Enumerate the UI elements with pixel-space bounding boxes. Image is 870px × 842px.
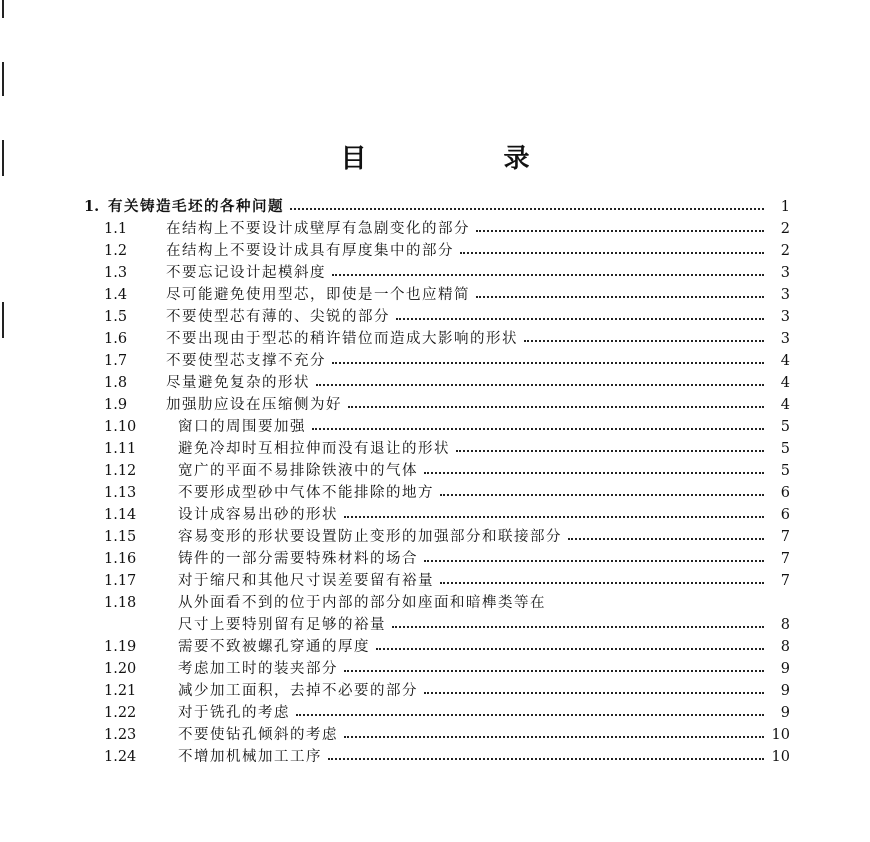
toc-number: 1.1	[104, 221, 128, 237]
toc-leader-dots	[568, 538, 764, 540]
toc-entry[interactable]	[0, 306, 870, 328]
toc-title: 需要不致被螺孔穿通的厚度	[178, 639, 370, 655]
scan-edge-mark	[2, 62, 4, 96]
toc-line	[178, 460, 790, 482]
toc-entry[interactable]	[0, 702, 870, 724]
toc-page-number: 2	[780, 243, 790, 259]
toc-line	[166, 394, 790, 416]
toc-line	[178, 746, 790, 768]
toc-line	[166, 306, 790, 328]
toc-number: 1.18	[104, 595, 137, 611]
toc-page-number: 9	[780, 705, 790, 721]
toc-page-number: 3	[780, 265, 790, 281]
toc-title: 加强肋应设在压缩侧为好	[166, 397, 342, 413]
toc-page-number: 9	[780, 661, 790, 677]
toc-entry[interactable]	[0, 328, 870, 350]
toc-entry[interactable]	[0, 460, 870, 482]
toc-number: 1.8	[104, 375, 128, 391]
toc-title: 避免冷却时互相拉伸而没有退让的形状	[178, 441, 450, 457]
toc-line	[178, 680, 790, 702]
toc-title: 不要使型芯支撑不充分	[166, 353, 326, 369]
toc-entry[interactable]	[0, 592, 870, 614]
toc-entry[interactable]	[0, 746, 870, 768]
toc-page-number: 8	[780, 617, 790, 633]
toc-number: 1.10	[104, 419, 137, 435]
toc-line	[108, 196, 790, 218]
toc-number: 1.6	[104, 331, 128, 347]
toc-page-number: 3	[780, 287, 790, 303]
toc-leader-dots	[424, 472, 764, 474]
toc-leader-dots	[290, 208, 764, 210]
toc-leader-dots	[456, 450, 764, 452]
toc-page-number: 4	[780, 397, 790, 413]
toc-number: 1.12	[104, 463, 137, 479]
toc-number: 1.4	[104, 287, 128, 303]
toc-title: 不要使型芯有薄的、尖锐的部分	[166, 309, 390, 325]
scan-edge-mark	[2, 0, 4, 18]
toc-leader-dots	[392, 626, 764, 628]
toc-page-number: 10	[771, 727, 790, 743]
toc-leader-dots	[328, 758, 764, 760]
toc-entry[interactable]	[0, 724, 870, 746]
toc-number: 1.22	[104, 705, 137, 721]
toc-line	[178, 592, 790, 614]
toc-entry[interactable]	[0, 350, 870, 372]
toc-entry[interactable]	[0, 394, 870, 416]
toc-title: 有关铸造毛坯的各种问题	[108, 198, 284, 215]
toc-entry[interactable]	[0, 614, 870, 636]
toc-number: 1.14	[104, 507, 137, 523]
toc-page-number: 7	[780, 551, 790, 567]
toc-number: 1.16	[104, 551, 137, 567]
toc-title: 容易变形的形状要设置防止变形的加强部分和联接部分	[178, 529, 562, 545]
toc-entry[interactable]	[0, 570, 870, 592]
toc-entry[interactable]	[0, 438, 870, 460]
toc-number: 1.13	[104, 485, 137, 501]
toc-line	[178, 438, 790, 460]
toc-title: 不要忘记设计起模斜度	[166, 265, 326, 281]
toc-title: 宽广的平面不易排除铁液中的气体	[178, 463, 418, 479]
toc-line	[178, 702, 790, 724]
toc-entry[interactable]	[0, 504, 870, 526]
toc-page-number: 1	[780, 199, 790, 215]
toc-number: 1.7	[104, 353, 128, 369]
toc-page-number: 5	[780, 441, 790, 457]
toc-page-number: 5	[780, 463, 790, 479]
toc-leader-dots	[376, 648, 764, 650]
toc-leader-dots	[476, 296, 764, 298]
toc-leader-dots	[524, 340, 764, 342]
toc-leader-dots	[440, 582, 764, 584]
toc-line	[178, 504, 790, 526]
toc-page-number: 10	[771, 749, 790, 765]
toc-leader-dots	[460, 252, 764, 254]
toc-title: 窗口的周围要加强	[178, 419, 306, 435]
toc-number: 1.24	[104, 749, 137, 765]
toc-page-number: 2	[780, 221, 790, 237]
toc-leader-dots	[332, 362, 764, 364]
toc-chapter[interactable]	[0, 196, 870, 218]
toc-entry[interactable]	[0, 548, 870, 570]
toc-number: 1.15	[104, 529, 137, 545]
toc-page-number: 4	[780, 353, 790, 369]
toc-title: 对于缩尺和其他尺寸误差要留有裕量	[178, 573, 434, 589]
toc-entry[interactable]	[0, 372, 870, 394]
toc-page-number: 3	[780, 331, 790, 347]
toc-leader-dots	[344, 516, 764, 518]
toc-title: 设计成容易出砂的形状	[178, 507, 338, 523]
toc-entry[interactable]	[0, 262, 870, 284]
toc-number: 1.21	[104, 683, 137, 699]
toc-entry[interactable]	[0, 416, 870, 438]
toc-line	[166, 262, 790, 284]
toc-number: 1.19	[104, 639, 137, 655]
page-title: 目 录	[340, 144, 594, 174]
toc-entry[interactable]	[0, 482, 870, 504]
toc-entry[interactable]	[0, 680, 870, 702]
toc-leader-dots	[440, 494, 764, 496]
toc-line	[166, 240, 790, 262]
toc-title: 尽可能避免使用型芯，即使是一个也应精简	[166, 287, 470, 303]
toc-leader-dots	[344, 736, 764, 738]
toc-number: 1.5	[104, 309, 128, 325]
toc-number: 1.11	[104, 441, 137, 457]
toc-title: 不要使钻孔倾斜的考虑	[178, 727, 338, 743]
toc-page-number: 6	[780, 507, 790, 523]
toc-page-number: 8	[780, 639, 790, 655]
toc-leader-dots	[344, 670, 764, 672]
toc-title: 铸件的一部分需要特殊材料的场合	[178, 551, 418, 567]
toc-page-number: 7	[780, 573, 790, 589]
toc-entry[interactable]	[0, 240, 870, 262]
toc-line	[166, 218, 790, 240]
toc-page-number: 7	[780, 529, 790, 545]
toc-title: 从外面看不到的位于内部的部分如座面和暗榫类等在	[178, 595, 546, 611]
toc-title: 对于铣孔的考虑	[178, 705, 290, 721]
toc-title: 不增加机械加工工序	[178, 749, 322, 765]
toc-title: 尺寸上要特别留有足够的裕量	[178, 617, 386, 633]
toc-entry[interactable]	[0, 218, 870, 240]
toc-leader-dots	[424, 560, 764, 562]
toc-line	[178, 636, 790, 658]
toc-title: 不要出现由于型芯的稍许错位而造成大影响的形状	[166, 331, 518, 347]
toc-line	[166, 372, 790, 394]
toc-leader-dots	[332, 274, 764, 276]
toc-title: 不要形成型砂中气体不能排除的地方	[178, 485, 434, 501]
toc-number: 1.17	[104, 573, 137, 589]
toc-number: 1.	[84, 198, 100, 215]
toc-title: 减少加工面积，去掉不必要的部分	[178, 683, 418, 699]
toc-leader-dots	[476, 230, 764, 232]
toc-title: 考虑加工时的装夹部分	[178, 661, 338, 677]
toc-page-number: 9	[780, 683, 790, 699]
toc-leader-dots	[312, 428, 764, 430]
toc-leader-dots	[424, 692, 764, 694]
toc-entry[interactable]	[0, 658, 870, 680]
toc-page-number: 5	[780, 419, 790, 435]
toc-line	[178, 570, 790, 592]
toc-title: 尽量避免复杂的形状	[166, 375, 310, 391]
toc-number: 1.2	[104, 243, 128, 259]
toc-page-number: 4	[780, 375, 790, 391]
toc-number: 1.23	[104, 727, 137, 743]
toc-line	[166, 284, 790, 306]
toc-number: 1.20	[104, 661, 137, 677]
toc-leader-dots	[316, 384, 764, 386]
toc-line	[166, 350, 790, 372]
toc-line	[178, 482, 790, 504]
toc-line	[178, 658, 790, 680]
toc-title: 在结构上不要设计成壁厚有急剧变化的部分	[166, 221, 470, 237]
toc-entry[interactable]	[0, 526, 870, 548]
toc-line	[178, 548, 790, 570]
toc-line	[178, 724, 790, 746]
toc-entry[interactable]	[0, 636, 870, 658]
toc-line	[178, 416, 790, 438]
toc-leader-dots	[348, 406, 764, 408]
toc-line	[178, 526, 790, 548]
toc-page-number: 3	[780, 309, 790, 325]
toc-leader-dots	[296, 714, 764, 716]
toc-title: 在结构上不要设计成具有厚度集中的部分	[166, 243, 454, 259]
toc-line	[178, 614, 790, 636]
toc-line	[166, 328, 790, 350]
toc-leader-dots	[396, 318, 764, 320]
toc-number: 1.3	[104, 265, 128, 281]
toc-number: 1.9	[104, 397, 128, 413]
toc-entry[interactable]	[0, 284, 870, 306]
toc-page-number: 6	[780, 485, 790, 501]
